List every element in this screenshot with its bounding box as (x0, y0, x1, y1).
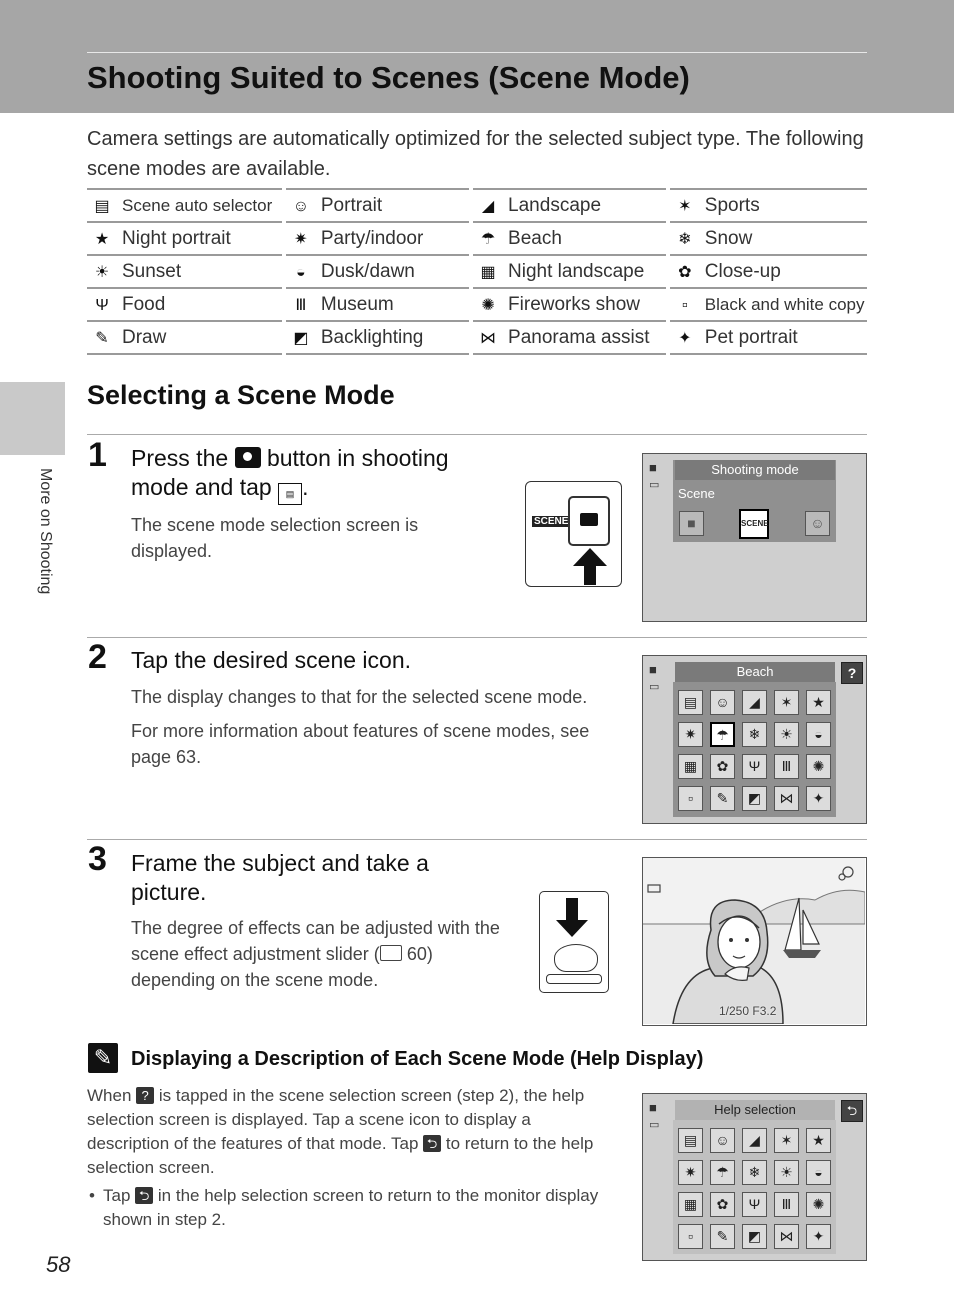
scene-table-cell (471, 222, 668, 255)
food-icon: Ψ (95, 296, 109, 314)
note-p1-c: to return to the help selection screen. (87, 1134, 594, 1177)
scene-grid-icon[interactable]: Ψ (742, 1192, 767, 1217)
party-icon: ✷ (294, 230, 308, 248)
scene-grid-icon[interactable]: ✿ (710, 754, 735, 779)
screen-2-title: Beach (675, 662, 835, 682)
scene-mode-label: Sports (704, 194, 760, 216)
header-band (0, 0, 954, 113)
scene-grid-icon[interactable]: ▤ (678, 690, 703, 715)
scene-mode-label: Scene auto selector (122, 195, 273, 215)
scene-grid-icon[interactable]: ✿ (710, 1192, 735, 1217)
scene-grid-icon[interactable]: Ⅲ (774, 1192, 799, 1217)
scene-mode-icon[interactable]: SCENE (739, 509, 769, 539)
scene-grid-icon[interactable]: ☺ (710, 1128, 735, 1153)
note-heading: Displaying a Description of Each Scene Mode (Help Display) (131, 1048, 704, 1070)
scene-table-cell (668, 222, 867, 255)
night-portrait-icon: ★ (94, 230, 110, 248)
scene-grid-icon[interactable]: ★ (806, 690, 831, 715)
scene-table-row (87, 288, 867, 321)
step-1-number: 1 (88, 436, 107, 474)
scene-grid-icon[interactable]: Ⅲ (774, 754, 799, 779)
scene-grid-icon[interactable]: ☺ (710, 690, 735, 715)
step-3-body-ref: 60 (406, 944, 427, 964)
divider (87, 434, 867, 435)
scene-grid-icon[interactable]: ☂ (710, 722, 735, 747)
scene-grid-icon[interactable]: ❄ (742, 1160, 767, 1185)
scene-grid-icon[interactable]: ✦ (806, 1224, 831, 1249)
scene-table-row (87, 255, 867, 288)
scene-mode-label: Black and white copy (704, 294, 865, 314)
screen-1-subtitle: Scene (678, 486, 715, 501)
battery-icon: ▭ (649, 479, 660, 491)
note-bullet-a: Tap (103, 1186, 131, 1205)
note-bullet (87, 1184, 617, 1232)
scene-table-cell (471, 321, 668, 354)
screen-shooting-mode (642, 453, 867, 622)
scene-mode-label: Draw (122, 326, 167, 348)
step-1-body: The scene mode selection screen is displayed. (131, 515, 419, 561)
back-inline-icon: ⮌ (423, 1135, 441, 1152)
step-3-body-post: ) depending on the scene mode. (131, 944, 433, 990)
scene-grid-icon[interactable]: ✎ (710, 786, 735, 811)
scene-grid-icon[interactable]: ◩ (742, 1224, 767, 1249)
screen-4-title: Help selection (675, 1100, 835, 1120)
back-button[interactable]: ⮌ (841, 1100, 863, 1122)
camera-icon (235, 447, 261, 468)
scene-mode-label: Museum (320, 293, 394, 315)
step-2-number: 2 (88, 638, 107, 676)
scene-grid-icon[interactable]: ❄ (742, 722, 767, 747)
section-title: Selecting a Scene Mode (87, 380, 395, 410)
camera-status-icon: ■ (649, 460, 657, 475)
scene-grid-icon[interactable]: ⋈ (774, 786, 799, 811)
dusk-icon: ◒ (296, 263, 306, 281)
camera-status-icon: ■ (649, 662, 657, 677)
step-1-title-post: . (302, 474, 309, 500)
up-arrow-icon (573, 548, 607, 566)
step-1-title-pre: Press the (131, 445, 229, 471)
divider (87, 839, 867, 840)
scene-table-row (87, 222, 867, 255)
scene-table-cell (87, 222, 284, 255)
scene-table-cell (284, 189, 471, 222)
scene-table-cell (668, 255, 867, 288)
scene-grid-icon[interactable]: ⋈ (774, 1224, 799, 1249)
portrait-icon: ☺ (292, 197, 310, 215)
finger-icon (554, 944, 598, 972)
scene-grid-icon[interactable]: ☀ (774, 722, 799, 747)
scene-auto-icon: ▤ (94, 197, 110, 215)
note-p1-a: When (87, 1086, 132, 1105)
sports-icon: ✶ (678, 197, 692, 215)
scene-table-cell (284, 255, 471, 288)
scene-mode-label: Night portrait (122, 227, 231, 249)
step-3-body-pre: The degree of effects can be adjusted with the scene effect adjustment slider ( (131, 918, 500, 964)
scene-table-cell (471, 189, 668, 222)
camera-status-icon: ■ (649, 1100, 657, 1115)
scene-table-row (87, 189, 867, 222)
scene-mode-table (87, 188, 867, 355)
scene-grid-icon[interactable]: ◒ (806, 722, 831, 747)
scene-button-label: SCENE (534, 516, 569, 527)
screen-help-selection (642, 1093, 867, 1261)
scene-mode-label: Backlighting (320, 326, 424, 348)
intro-paragraph: Camera settings are automatically optimized for the selected subject type. The following scene modes are available. (87, 128, 864, 180)
scene-grid-icon[interactable]: ▫ (678, 1224, 703, 1249)
side-tab-label: More on Shooting (37, 468, 54, 595)
backlighting-icon: ◩ (293, 329, 309, 347)
bw-copy-icon: ▫ (681, 296, 688, 314)
scene-table-cell (668, 288, 867, 321)
auto-mode-icon[interactable]: ■ (679, 511, 704, 536)
scene-grid-icon[interactable]: ✶ (774, 1128, 799, 1153)
sunset-icon: ☀ (94, 263, 110, 281)
scene-grid-icon[interactable]: ▦ (678, 1192, 703, 1217)
step-1-title (131, 444, 491, 505)
scene-grid-icon[interactable]: ✺ (806, 754, 831, 779)
scene-table-cell (471, 288, 668, 321)
battery-icon: ▭ (649, 1119, 660, 1131)
note-paragraph (87, 1084, 617, 1180)
step-2-body-1: The display changes to that for the selected scene mode. (131, 687, 588, 707)
scene-grid-icon[interactable]: ◢ (742, 1128, 767, 1153)
scene-grid-icon[interactable]: ▦ (678, 754, 703, 779)
scene-mode-label: Portrait (320, 194, 383, 216)
help-inline-icon: ? (136, 1087, 154, 1104)
scene-mode-label: Food (122, 293, 166, 315)
shutter-illustration (539, 891, 609, 993)
screen-1-title: Shooting mode (675, 460, 835, 480)
step-3-body (131, 915, 511, 993)
scene-grid-icon[interactable]: ☂ (710, 1160, 735, 1185)
scene-grid-icon[interactable]: ◒ (806, 1160, 831, 1185)
step-2-title: Tap the desired scene icon. (131, 647, 412, 673)
scene-table-cell (668, 321, 867, 354)
scene-table-cell (87, 321, 284, 354)
smile-mode-icon[interactable]: ☺ (805, 511, 830, 536)
draw-icon: ✎ (95, 329, 109, 347)
scene-grid-icon[interactable]: ▫ (678, 786, 703, 811)
side-tab (0, 382, 65, 455)
night-landscape-icon: ▦ (480, 263, 496, 281)
page-title: Shooting Suited to Scenes (Scene Mode) (87, 60, 690, 95)
scene-grid-icon[interactable]: Ψ (742, 754, 767, 779)
shutter-button[interactable] (546, 974, 602, 984)
scene-table-cell (471, 255, 668, 288)
scene-grid-icon[interactable]: ✷ (678, 1160, 703, 1185)
scene-mode-label: Fireworks show (508, 293, 641, 315)
scene-grid-icon[interactable]: ✎ (710, 1224, 735, 1249)
scene-mode-label: Close-up (704, 260, 781, 282)
scene-mode-label: Pet portrait (704, 326, 798, 348)
closeup-icon: ✿ (678, 263, 692, 281)
beach-icon: ☂ (480, 230, 496, 248)
step-1-title-mid: button in shooting mode and tap (131, 445, 449, 500)
scene-mode-label: Sunset (122, 260, 182, 282)
step-2-body-2: For more information about features of scene modes, see page 63. (131, 721, 590, 767)
pet-icon: ✦ (678, 329, 692, 347)
scene-grid-icon[interactable]: ✶ (774, 690, 799, 715)
scene-table-cell (284, 222, 471, 255)
exposure-readout: 1/250 F3.2 (719, 1004, 777, 1018)
back-inline-icon: ⮌ (135, 1187, 153, 1204)
scene-mode-label: Night landscape (508, 260, 645, 282)
scene-mode-label: Dusk/dawn (320, 260, 415, 282)
scene-table-cell (87, 288, 284, 321)
scene-table-row (87, 321, 867, 354)
screen-live-view (642, 857, 867, 1026)
down-arrow-icon (556, 920, 588, 937)
scene-mode-label: Beach (508, 227, 562, 249)
up-arrow-stem (584, 565, 596, 585)
header-rule (87, 52, 867, 53)
scene-table-cell (87, 255, 284, 288)
scene-grid-icon[interactable]: ◩ (742, 786, 767, 811)
note-p1-b: is tapped in the scene selection screen (step 2), the help selection screen is displayed. Tap a scene icon to display a description of the features of that mode. Tap (87, 1086, 585, 1153)
divider (87, 637, 867, 638)
step-3-title: Frame the subject and take a picture. (131, 850, 429, 905)
scene-table-cell (284, 321, 471, 354)
scene-mode-label: Party/indoor (320, 227, 424, 249)
bullet-mark: • (89, 1186, 95, 1205)
scene-photo (643, 858, 865, 1024)
note-pencil-icon: ✎ (88, 1043, 118, 1073)
scene-grid-icon[interactable]: ✺ (806, 1192, 831, 1217)
scene-table-cell (284, 288, 471, 321)
shoot-button-illustration (525, 481, 622, 587)
book-icon (380, 945, 402, 961)
scene-grid-icon[interactable]: ☀ (774, 1160, 799, 1185)
scene-grid-icon[interactable]: ✦ (806, 786, 831, 811)
scene-table-cell (668, 189, 867, 222)
step-3-number: 3 (88, 840, 107, 878)
note-bullet-b: in the help selection screen to return to the monitor display shown in step 2. (103, 1186, 599, 1229)
down-arrow-stem (566, 898, 578, 922)
page-number: 58 (46, 1252, 71, 1277)
scene-mode-label: Panorama assist (508, 326, 650, 348)
camera-button[interactable] (568, 496, 610, 546)
fireworks-icon: ✺ (481, 296, 495, 314)
scene-grid-icon[interactable]: ◢ (742, 690, 767, 715)
panorama-icon: ⋈ (480, 329, 497, 347)
battery-icon: ▭ (649, 681, 660, 693)
scene-grid-icon[interactable]: ★ (806, 1128, 831, 1153)
note-body (87, 1084, 617, 1232)
scene-mode-label: Landscape (508, 194, 602, 216)
snow-icon: ❄ (678, 230, 692, 248)
scene-table-cell (87, 189, 284, 222)
scene-mode-label: Snow (704, 227, 753, 249)
help-button[interactable]: ? (841, 662, 863, 684)
landscape-icon: ◢ (481, 197, 495, 215)
scene-grid-icon[interactable]: ✷ (678, 722, 703, 747)
screen-scene-selection (642, 655, 867, 824)
museum-icon: Ⅲ (295, 296, 307, 314)
scene-grid-icon[interactable]: ▤ (678, 1128, 703, 1153)
scene-icon: ▤ (278, 483, 302, 505)
